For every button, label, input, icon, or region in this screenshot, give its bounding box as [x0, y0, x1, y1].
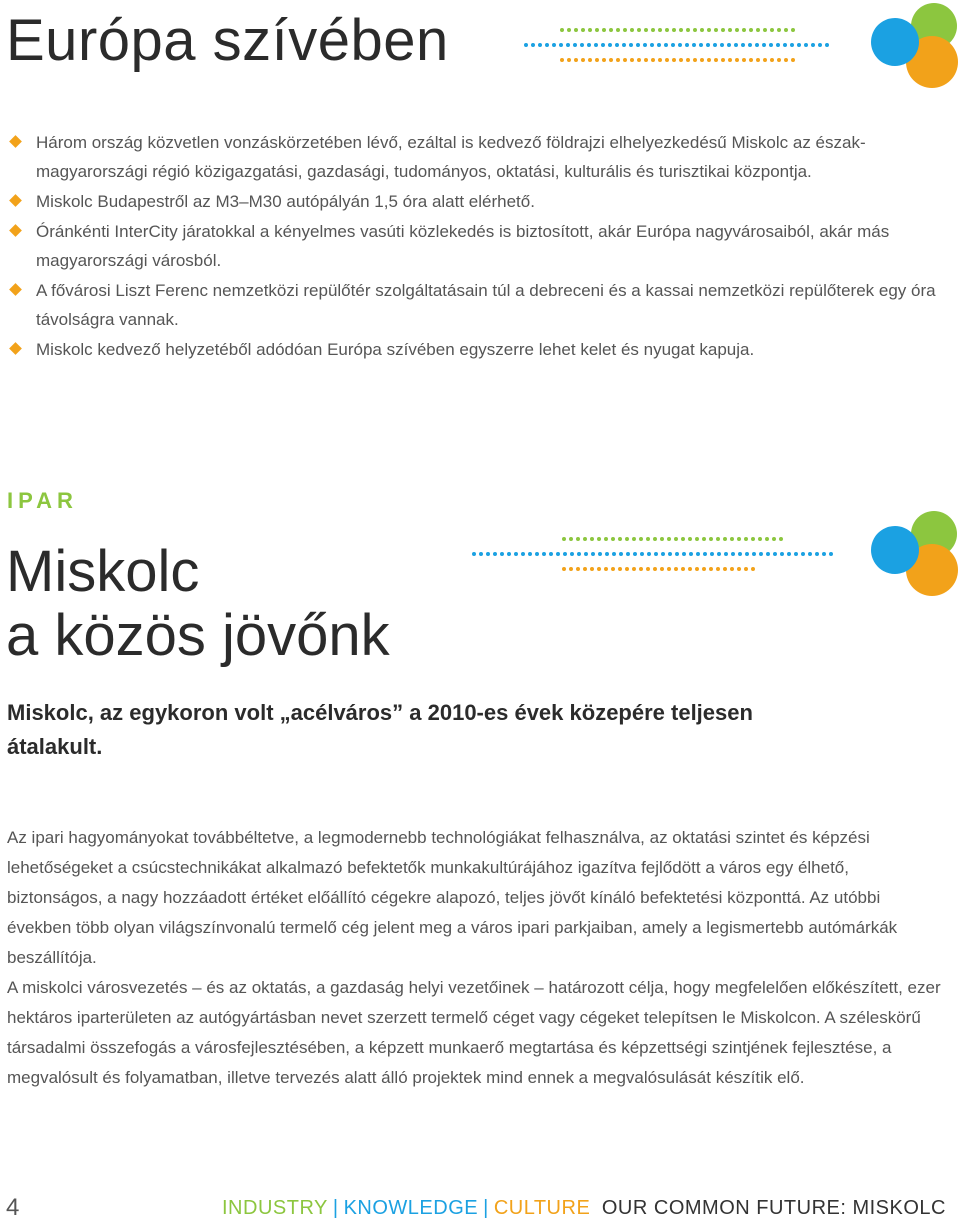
list-item: A fővárosi Liszt Ferenc nemzetközi repülőtér szolgáltatásain túl a debreceni és a kassai nemzetközi repülőterek egy óra távolságra vannak. [10, 276, 950, 334]
footer-culture: CULTURE [493, 1197, 591, 1219]
circles-logo-icon [866, 510, 960, 602]
list-item: Miskolc Budapestről az M3–M30 autópályán 1,5 óra alatt elérhető. [10, 187, 950, 216]
lead-text: Miskolc, az egykoron volt „acélváros” a 2010-es évek közepére teljesen átalakult. [7, 700, 753, 759]
dotted-lines-decoration [520, 28, 840, 68]
circles-logo-icon [866, 2, 960, 94]
footer-title: OUR COMMON FUTURE: MISKOLC [601, 1197, 946, 1219]
page-title: Európa szívében [6, 8, 449, 73]
bullet-list [10, 128, 950, 365]
footer [0, 1194, 960, 1222]
footer-knowledge: KNOWLEDGE [343, 1197, 479, 1219]
diamond-bullet-icon [9, 283, 22, 296]
footer-separator: | [332, 1197, 339, 1219]
diamond-bullet-icon [9, 224, 22, 237]
diamond-bullet-icon [9, 194, 22, 207]
footer-industry: INDUSTRY [222, 1197, 328, 1219]
list-item: Miskolc kedvező helyzetéből adódóan Európa szívében egyszerre lehet kelet és nyugat kapuja. [10, 335, 950, 364]
dotted-lines-decoration [470, 537, 840, 577]
section-kicker: IPAR [7, 488, 78, 513]
section-title [6, 540, 390, 668]
list-item: Három ország közvetlen vonzáskörzetében lévő, ezáltal is kedvező földrajzi elhelyezkedésű Miskolc az észak-magyarországi régió közigazgatási, gazdasági, tudományos, oktatási, kulturális és turisztikai központja. [10, 128, 950, 186]
list-item: Óránkénti InterCity járatokkal a kényelmes vasúti közlekedés is biztosított, akár Európa nagyvárosaiból, akár más magyarországi városból. [10, 217, 950, 275]
section-title-line1: Miskolc [6, 539, 200, 604]
footer-separator: | [483, 1197, 489, 1219]
diamond-bullet-icon [9, 342, 22, 355]
footer-nav [222, 1194, 590, 1222]
diamond-bullet-icon [9, 135, 22, 148]
body-text [7, 823, 947, 1093]
paragraph: Az ipari hagyományokat továbbéltetve, a legmodernebb technológiákat felhasználva, az oktatási szintet és képzési lehetőségeket a csúcstechnikákat alkalmazó befektetők munkakultúrájához igazítva fejlődött a város egy élhető, biztonságos, a nagy hozzáadott értéket előállító cégekre alapozó, teljes jövőt kínáló befektetési központtá. Az utóbbi években több olyan világszínvonalú termelő cég jelent meg a város ipari parkjaiban, amely a legismertebb autómárkák beszállítója. [7, 828, 898, 967]
page-number: 4 [6, 1194, 20, 1221]
section-title-line2: a közös jövőnk [6, 603, 390, 668]
paragraph: A miskolci városvezetés – és az oktatás, a gazdaság helyi vezetőinek – határozott célja, hogy megfelelően előkészített, ezer hektáros iparterületen az autógyártásban nevet szerzett termelő céget vagy cégeket telepítsen le Miskolcon. A széleskörű társadalmi összefogás a városfejlesztésében, a képzett munkaerő megtartása és képzettségi szintjének fejlesztése, a megvalósult és folyamatban, illetve tervezés alatt álló projektek mind ennek a megvalósulását készítik elő. [7, 978, 941, 1087]
